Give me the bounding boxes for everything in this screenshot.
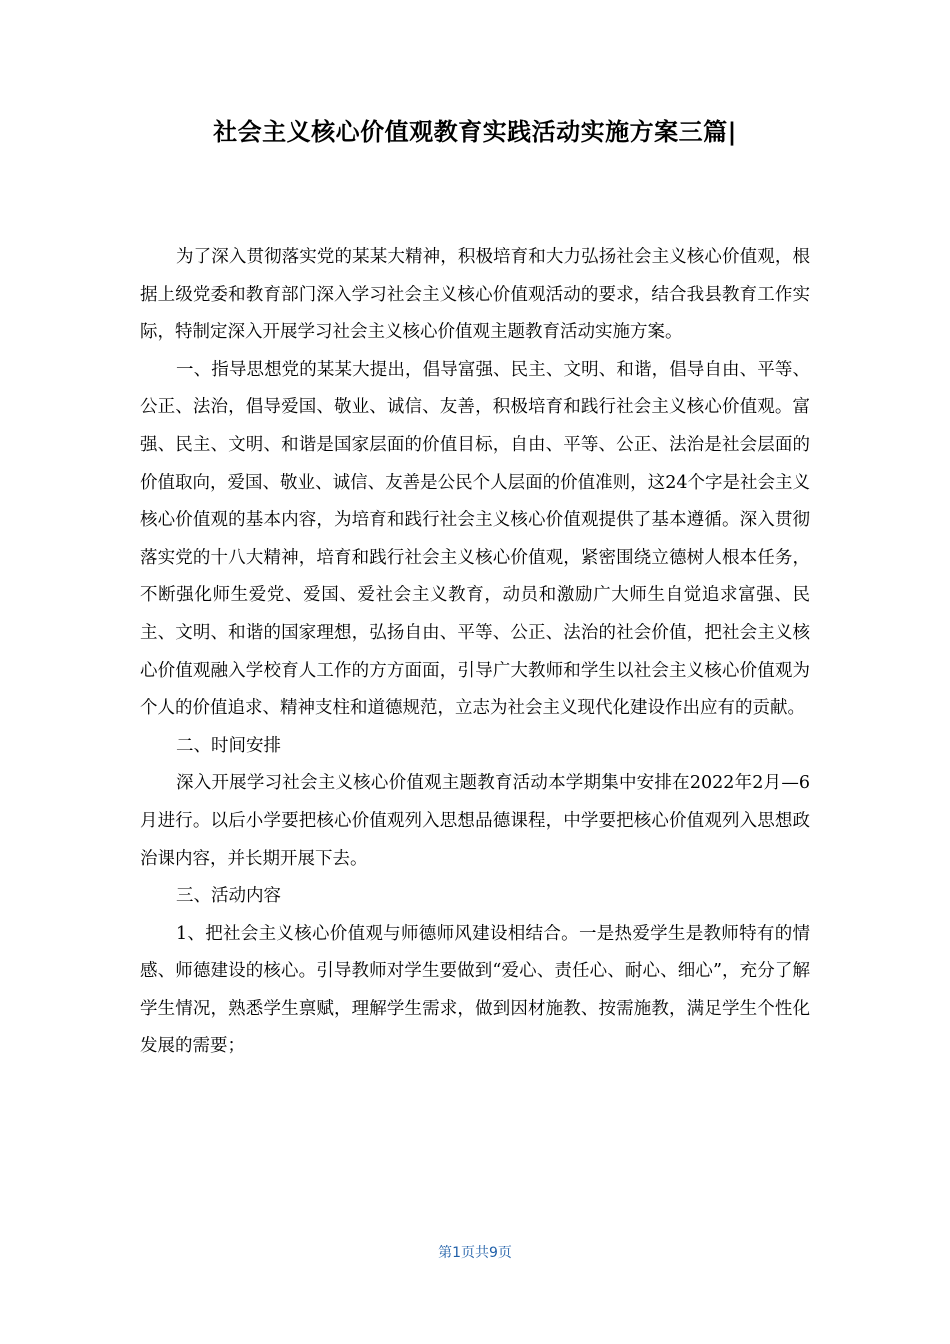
guiding-thought-paragraph: 一、指导思想党的某某大提出，倡导富强、民主、文明、和谐，倡导自由、平等、公正、法治，倡导爱国、敬业、诚信、友善，积极培育和践行社会主义核心价值观。富强、民主、文明、和谐是国家层面的价值目标，自由、平等、公正、法治是社会层面的价值取向，爱国、敬业、诚信、友善是公民个人层面的价值准则，这24个字是社会主义核心价值观的基本内容，为培育和践行社会主义核心价值观提供了基本遵循。深入贯彻落实党的十八大精神，培育和践行社会主义核心价值观，紧密围绕立德树人根本任务，不断强化师生爱党、爱国、爱社会主义教育，动员和激励广大师生自觉追求富强、民主、文明、和谐的国家理想，弘扬自由、平等、公正、法治的社会价值，把社会主义核心价值观融入学校育人工作的方方面面，引导广大教师和学生以社会主义核心价值观为个人的价值追求、精神支柱和道德规范，立志为社会主义现代化建设作出应有的贡献。 [140,359,810,719]
document-body [140,239,810,1066]
schedule-paragraph: 深入开展学习社会主义核心价值观主题教育活动本学期集中安排在2022年2月—6月进行。以后小学要把核心价值观列入思想品德课程，中学要把核心价值观列入思想政治课内容，并长期开展下去。 [140,773,810,869]
section-heading-schedule: 二、时间安排 [176,735,281,756]
intro-paragraph: 为了深入贯彻落实党的某某大精神，积极培育和大力弘扬社会主义核心价值观，根据上级党委和教育部门深入学习社会主义核心价值观活动的要求，结合我县教育工作实际，特制定深入开展学习社会主义核心价值观主题教育活动实施方案。 [140,247,810,343]
section-heading-activities: 三、活动内容 [176,886,281,907]
page-number-footer: 第1页共9页 [438,1245,512,1261]
document-title: 社会主义核心价值观教育实践活动实施方案三篇| [213,118,737,146]
activity-item-paragraph: 1、把社会主义核心价值观与师德师风建设相结合。一是热爱学生是教师特有的情感、师德建设的核心。引导教师对学生要做到“爱心、责任心、耐心、细心”，充分了解学生情况，熟悉学生禀赋，理解学生需求，做到因材施教、按需施教，满足学生个性化发展的需要； [140,923,810,1057]
